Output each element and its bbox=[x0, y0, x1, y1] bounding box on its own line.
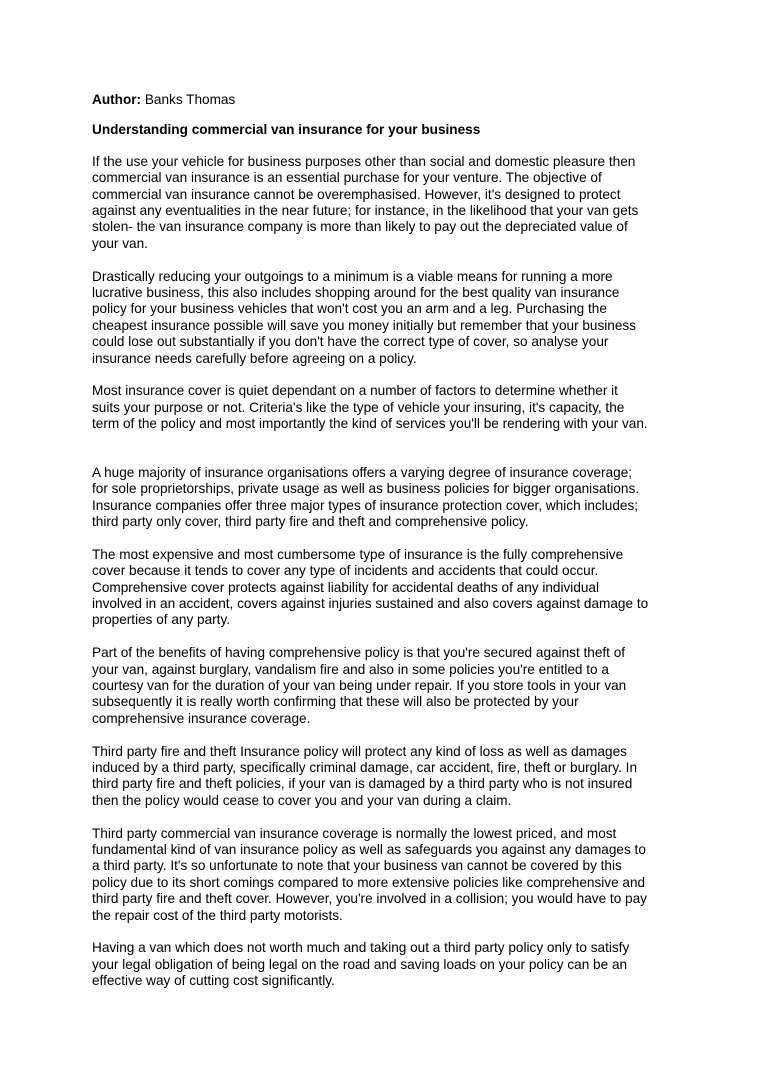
text-line: effective way of cutting cost significantly. bbox=[92, 973, 335, 989]
body-paragraph bbox=[92, 154, 692, 252]
text-line: your legal obligation of being legal on the road and saving loads on your policy can be an bbox=[92, 956, 628, 972]
text-line: the repair cost of the third party motorists. bbox=[92, 907, 343, 923]
text-line: third party fire and theft policies, if your van is damaged by a third party who is not insured bbox=[92, 776, 633, 792]
author-label: Author: bbox=[92, 92, 142, 107]
body-paragraph bbox=[92, 744, 692, 810]
text-line: cheapest insurance possible will save you money initially but remember that your business bbox=[92, 317, 637, 333]
text-line: courtesy van for the duration of your van being under repair. If you store tools in your van bbox=[92, 677, 627, 693]
document-title: Understanding commercial van insurance for your business bbox=[92, 122, 481, 138]
text-line: lucrative business, this also includes shopping around for the best quality van insurance bbox=[92, 285, 620, 301]
text-line: insurance needs carefully before agreeing on a policy. bbox=[92, 350, 417, 366]
text-line: commercial van insurance cannot be overemphasised. However, it's designed to protect bbox=[92, 186, 621, 202]
text-line: third party fire and theft cover. However, you're involved in a collision; you would have to pay bbox=[92, 891, 647, 907]
text-line: subsequently it is really worth confirming that these will also be protected by your bbox=[92, 694, 579, 710]
text-line: your van, against burglary, vandalism fire and also in some policies you're entitled to a bbox=[92, 661, 609, 677]
body-paragraph bbox=[92, 547, 692, 629]
text-line: your van. bbox=[92, 235, 148, 251]
text-line: Third party commercial van insurance coverage is normally the lowest priced, and most bbox=[92, 825, 617, 841]
text-line: A huge majority of insurance organisations offers a varying degree of insurance coverage; bbox=[92, 464, 633, 480]
text-line: comprehensive insurance coverage. bbox=[92, 710, 311, 726]
text-line: Part of the benefits of having comprehensive policy is that you're secured against theft of bbox=[92, 645, 626, 661]
text-line: Comprehensive cover protects against liability for accidental deaths of any individual bbox=[92, 579, 600, 595]
text-line: If the use your vehicle for business purposes other than social and domestic pleasure then bbox=[92, 153, 636, 169]
author-line bbox=[92, 92, 692, 108]
text-line: Insurance companies offer three major types of insurance protection cover, which includes; bbox=[92, 497, 639, 513]
body-paragraph bbox=[92, 383, 692, 432]
text-line: could lose out substantially if you don't have the correct type of cover, so analyse your bbox=[92, 334, 609, 350]
text-line: policy due to its short comings compared to more extensive policies like comprehensive and bbox=[92, 874, 646, 890]
text-line: properties of any party. bbox=[92, 612, 231, 628]
text-line: fundamental kind of van insurance policy as well as safeguards you against any damages to bbox=[92, 841, 646, 857]
text-line: The most expensive and most cumbersome type of insurance is the fully comprehensive bbox=[92, 546, 624, 562]
text-line: then the policy would cease to cover you and your van during a claim. bbox=[92, 792, 512, 808]
text-line: Having a van which does not worth much and taking out a third party policy only to satisfy bbox=[92, 940, 630, 956]
body-paragraph bbox=[92, 465, 692, 531]
text-line: suits your purpose or not. Criteria's like the type of vehicle your insuring, it's capacity, the bbox=[92, 399, 625, 415]
body-paragraph bbox=[92, 269, 692, 367]
text-line: for sole proprietorships, private usage as well as business policies for bigger organisations. bbox=[92, 481, 640, 497]
body-text bbox=[92, 154, 692, 990]
body-paragraph bbox=[92, 940, 692, 989]
text-line: third party only cover, third party fire and theft and comprehensive policy. bbox=[92, 513, 529, 529]
document-page bbox=[92, 92, 692, 1006]
text-line: a third party. It's so unfortunate to note that your business van cannot be covered by this bbox=[92, 858, 622, 874]
body-paragraph bbox=[92, 826, 692, 924]
text-line: against any eventualities in the near future; for instance, in the likelihood that your van gets bbox=[92, 203, 639, 219]
text-line: Drastically reducing your outgoings to a minimum is a viable means for running a more bbox=[92, 268, 613, 284]
text-line: induced by a third party, specifically criminal damage, car accident, fire, theft or burglary. In bbox=[92, 759, 638, 775]
text-line: Third party fire and theft Insurance policy will protect any kind of loss as well as damages bbox=[92, 743, 627, 759]
body-paragraph bbox=[92, 645, 692, 727]
author-name: Banks Thomas bbox=[144, 92, 236, 107]
text-line: commercial van insurance is an essential purchase for your venture. The objective of bbox=[92, 170, 602, 186]
text-line: involved in an accident, covers against injuries sustained and also covers against damage to bbox=[92, 595, 649, 611]
text-line: Most insurance cover is quiet dependant on a number of factors to determine whether it bbox=[92, 383, 618, 399]
text-line: term of the policy and most importantly the kind of services you'll be rendering with your van. bbox=[92, 416, 648, 432]
text-line: cover because it tends to cover any type of incidents and accidents that could occur. bbox=[92, 563, 599, 579]
text-line: stolen- the van insurance company is more than likely to pay out the depreciated value of bbox=[92, 219, 628, 235]
text-line: policy for your business vehicles that won't cost you an arm and a leg. Purchasing the bbox=[92, 301, 607, 317]
